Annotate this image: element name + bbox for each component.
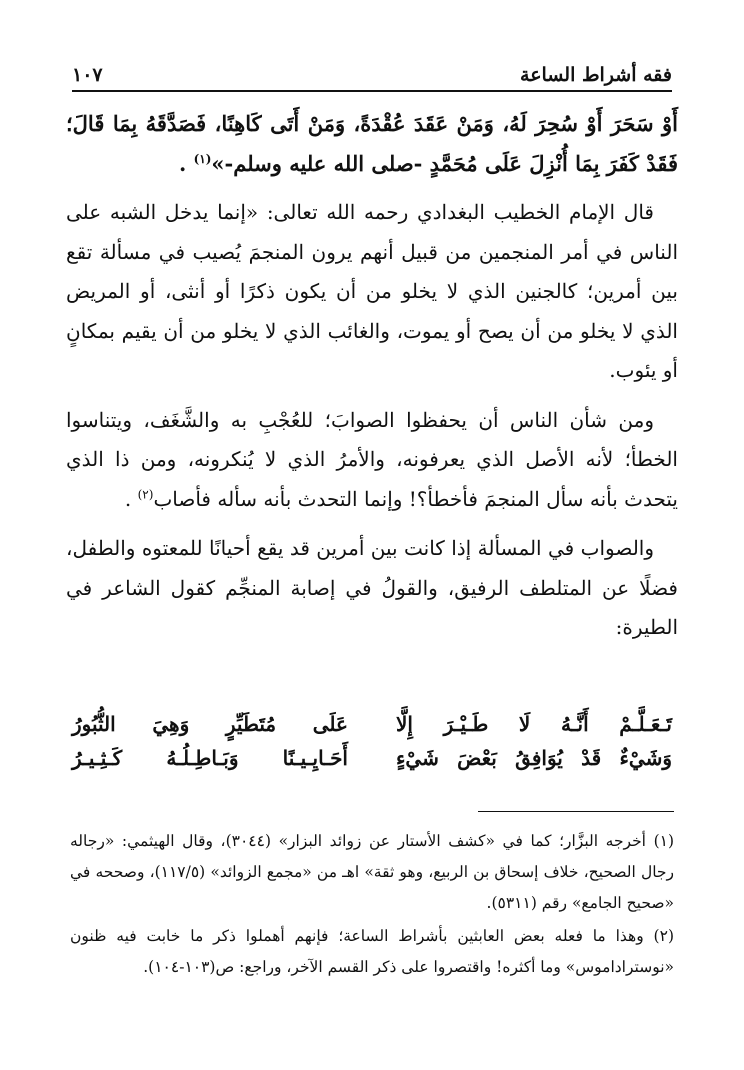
footnote-ref-1: (١) — [193, 151, 212, 166]
verse-2-second-hemistich: أَحَـايِـيـنًا وَبَـاطِـلُـهُ كَـثِـيـرُ — [72, 746, 348, 770]
footnote-ref-2: (٢) — [137, 486, 154, 501]
footnotes — [70, 826, 674, 985]
poem-verse-1 — [72, 707, 672, 741]
footnote-1: (١) أخرجه البزَّار؛ كما في «كشف الأستار عن زوائد البزار» (٣٠٤٤)، وقال الهيثمي: «رجاله رجال الصحيح، خلاف إسحاق بن الربيع، وهو ثقة» اهـ من «مجمع الزوائد» (١١٧/٥)، وصححه في «صحيح الجامع» رقم (٥٣١١). — [70, 832, 675, 912]
footnote-2: (٢) وهذا ما فعله بعض العابثين بأشراط الساعة؛ فإنهم أهملوا ذكر ما خابت فيه ظنون «نوستراداموس» وما أكثره! واقتصروا على ذكر القسم الآخر، وراجع: ص(١٠٣-١٠٤). — [70, 927, 674, 976]
paragraph-2-text: ومن شأن الناس أن يحفظوا الصوابَ؛ للعُجْبِ به والشَّغَف، ويتناسوا الخطأ؛ لأنه الأصل الذي يعرفونه، والأمرُ الذي لا يُنكرونه، ومن ذا الذي يتحدث بأنه سأل المنجمَ فأخطأ؟! وإنما التحدث بأنه سأله فأصاب — [66, 407, 678, 511]
verse-1-first-hemistich: تَـعَـلَّـمْ أَنَّـهُ لَا طَـيْـرَ إِلَّا — [396, 712, 672, 736]
poem-verse-2 — [72, 741, 672, 775]
paragraph-2 — [66, 401, 678, 520]
verse-1-second-hemistich: عَلَى مُتَطَيِّرٍ وَهِيَ الثُّبُورُ — [72, 712, 348, 736]
running-title: فقه أشراط الساعة — [520, 64, 672, 86]
paragraph-2-end: . — [124, 486, 132, 511]
main-text — [66, 104, 678, 658]
paragraph-1: قال الإمام الخطيب البغدادي رحمه الله تعالى: «إنما يدخل الشبه على الناس في أمر المنجمين من قبيل أنهم يرون المنجمَ يُصيب في مسألة تقع بين أمرين؛ كالجنين الذي لا يخلو من أن يكون ذكرًا أو أنثى، أو المريض الذي لا يخلو من أن يصح أو يموت، والغائب الذي لا يخلو من أن يقيم بمكانٍ أو يئوب. — [66, 200, 678, 382]
page-number: ١٠٧ — [72, 64, 103, 86]
paragraph-3: والصواب في المسألة إذا كانت بين أمرين قد يقع أحيانًا للمعتوه والطفل، فضلًا عن المتلطف الرفيق، والقولُ في إصابة المنجِّم كقول الشاعر في الطيرة: — [66, 536, 678, 639]
hadith-text: أَوْ سَحَرَ أَوْ سُحِرَ لَهُ، وَمَنْ عَقَدَ عُقْدَةً، وَمَنْ أَتَى كَاهِنًا، فَصَدَّقَهُ بِمَا قَالَ؛ فَقَدْ كَفَرَ بِمَا أُنْزِلَ عَلَى مُحَمَّدٍ -صلى الله عليه وسلم-» — [66, 111, 678, 176]
hadith-quote — [66, 104, 678, 183]
verse-2-first-hemistich: وَشَيْءٌ قَدْ يُوَافِقُ بَعْضَ شَيْءٍ — [396, 746, 672, 770]
footnote-divider — [478, 811, 674, 812]
header-divider — [72, 90, 672, 92]
page-header — [72, 56, 672, 86]
hadith-end: . — [178, 150, 187, 176]
poem — [72, 707, 672, 775]
